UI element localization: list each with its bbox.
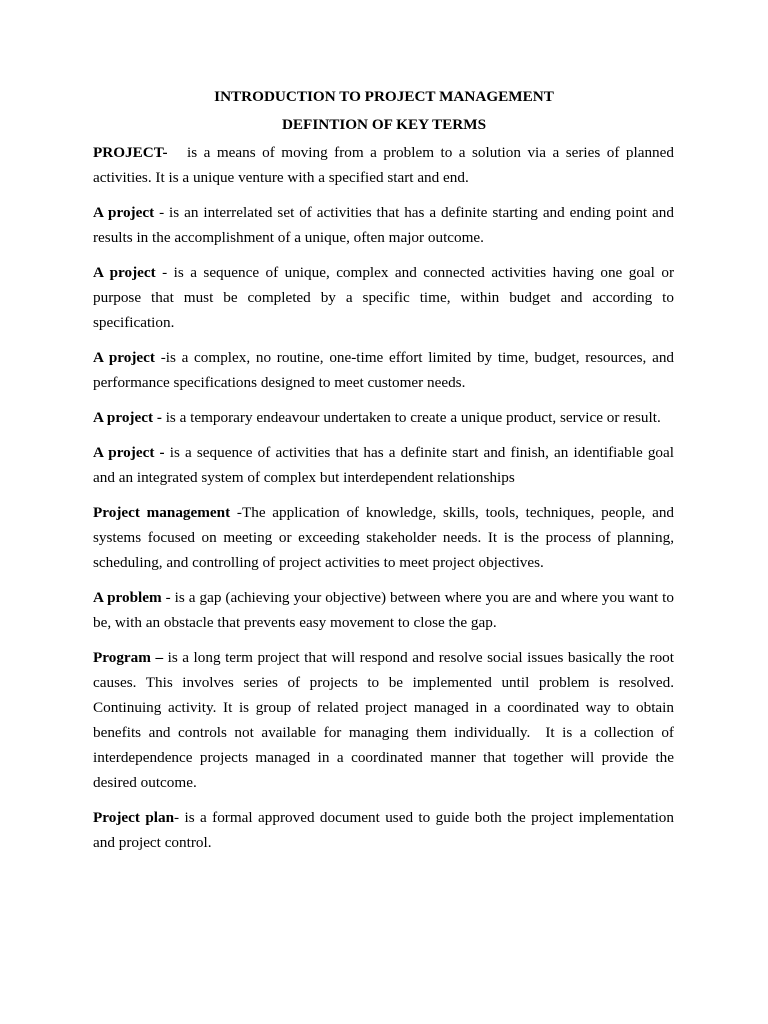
definition-project-management bbox=[93, 500, 674, 575]
definition-project-plan bbox=[93, 805, 674, 855]
definition-a-project-5 bbox=[93, 440, 674, 490]
document-title: INTRODUCTION TO PROJECT MANAGEMENT bbox=[214, 88, 554, 105]
definition-a-project-4 bbox=[93, 405, 674, 430]
definition-text: - is a gap (achieving your objective) between where you are and where you want to be, with an obstacle that prevents easy movement to close the gap. bbox=[93, 589, 674, 631]
document-subtitle: DEFINTION OF KEY TERMS bbox=[281, 116, 487, 133]
definition-term: Project management bbox=[93, 504, 231, 521]
definition-text: is a temporary endeavour undertaken to create a unique product, service or result. bbox=[161, 409, 661, 426]
definition-text: -The application of knowledge, skills, tools, techniques, people, and systems focused on meeting or exceeding stakeholder needs. It is the process of planning, scheduling, and controlling of project activities to meet project objectives. bbox=[93, 504, 675, 571]
definition-a-project-3 bbox=[93, 345, 674, 395]
definition-term: PROJECT- bbox=[93, 144, 168, 161]
definition-term: Program – bbox=[93, 649, 164, 666]
definition-term: A project - bbox=[93, 409, 162, 426]
definition-term: A project bbox=[93, 204, 155, 221]
definition-a-project-2 bbox=[93, 260, 674, 335]
definition-term: A project bbox=[93, 349, 155, 366]
definition-text: - is an interrelated set of activities that has a definite starting and ending point and results in the accomplishment of a unique, often major outcome. bbox=[93, 204, 674, 246]
definition-text: is a long term project that will respond and resolve social issues basically the root causes. This involves series of projects to be implemented until problem is resolved. Continuing activity. It is group of related project managed in a coordinated way to obtain benefits and controls not available for managing them individually. It is a collection of interdependence projects managed in a coordinated manner that together will provide the desired outcome. bbox=[93, 649, 674, 791]
definition-term: A project - bbox=[93, 444, 165, 461]
definition-text: -is a complex, no routine, one-time effort limited by time, budget, resources, and performance specifications designed to meet customer needs. bbox=[93, 349, 675, 391]
definition-term: A project bbox=[93, 264, 156, 281]
definition-term: A problem bbox=[93, 589, 162, 606]
definition-term: Project plan bbox=[93, 809, 175, 826]
definition-a-problem bbox=[93, 585, 674, 635]
definition-text: - is a formal approved document used to guide both the project implementation and project control. bbox=[93, 809, 674, 851]
definition-text: is a means of moving from a problem to a solution via a series of planned activities. It is a unique venture with a specified start and end. bbox=[93, 144, 674, 186]
definition-a-project-1 bbox=[93, 200, 674, 250]
definition-program bbox=[93, 645, 674, 795]
definition-text: is a sequence of activities that has a definite start and finish, an identifiable goal and an integrated system of complex but interdependent relationships bbox=[93, 444, 674, 486]
definition-text: - is a sequence of unique, complex and connected activities having one goal or purpose that must be completed by a specific time, within budget and according to specification. bbox=[93, 264, 674, 331]
definition-project bbox=[93, 140, 674, 190]
